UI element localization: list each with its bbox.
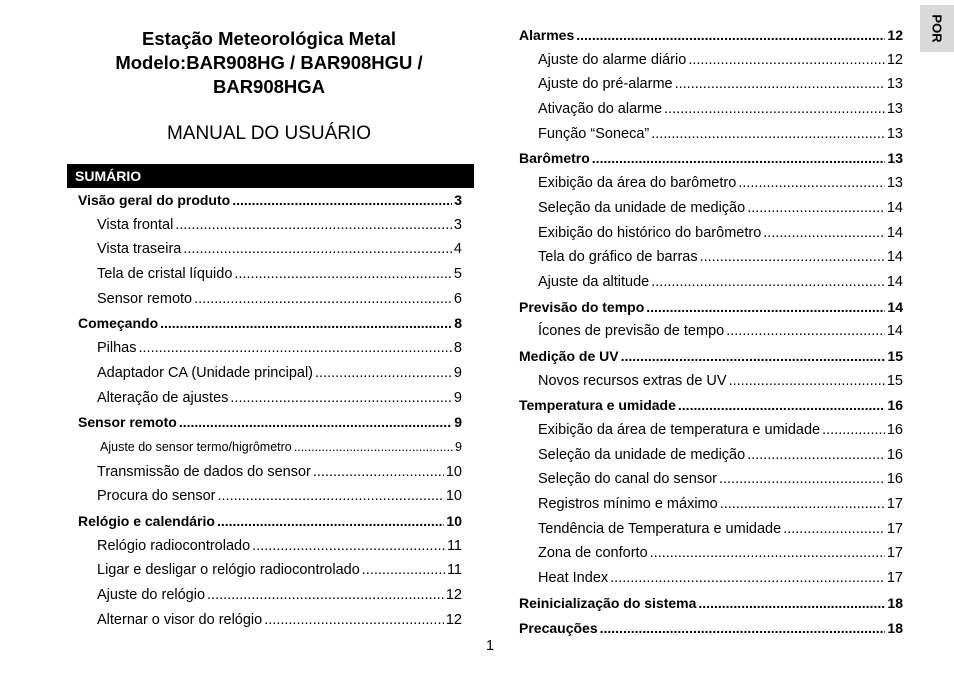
- toc-entry-label: Exibição da área do barômetro: [538, 175, 737, 192]
- toc-dot-leader: [230, 386, 452, 411]
- toc-dot-leader: [207, 583, 444, 608]
- toc-dot-leader: [726, 319, 885, 344]
- toc-entry-page: 3: [454, 192, 462, 208]
- toc-section-entry[interactable]: [519, 23, 903, 48]
- toc-entry-page: 15: [887, 347, 903, 364]
- toc-entry-label: Tela de cristal líquido: [97, 266, 233, 283]
- toc-subsection-entry[interactable]: [519, 369, 903, 394]
- toc-left-column: [78, 188, 462, 632]
- toc-entry-page: 13: [886, 175, 903, 192]
- toc-subsection-entry[interactable]: [78, 386, 462, 411]
- toc-entry-page: 17: [886, 496, 903, 513]
- toc-entry-page: 13: [887, 150, 903, 167]
- section-heading-label: SUMÁRIO: [75, 168, 142, 184]
- toc-entry-label: Alarmes: [519, 27, 575, 43]
- toc-dot-leader: [139, 336, 452, 361]
- document-subtitle: MANUAL DO USUÁRIO: [166, 123, 372, 144]
- toc-section-entry[interactable]: [519, 616, 903, 641]
- toc-entry-label: Tendência de Temperatura e umidade: [538, 520, 782, 537]
- toc-dot-leader: [217, 509, 444, 534]
- toc-dot-leader: [234, 262, 452, 287]
- toc-section-entry[interactable]: [519, 393, 903, 418]
- toc-dot-leader: [747, 443, 885, 468]
- toc-subsection-entry[interactable]: [519, 122, 903, 147]
- toc-entry-page: 9: [453, 389, 462, 406]
- toc-dot-leader: [175, 213, 452, 238]
- toc-subsection-entry[interactable]: [519, 517, 903, 542]
- toc-entry-page: 18: [887, 594, 903, 611]
- toc-section-entry[interactable]: [519, 344, 903, 369]
- toc-entry-label: Visão geral do produto: [78, 192, 231, 208]
- toc-section-entry[interactable]: [78, 410, 462, 435]
- toc-dot-leader: [217, 484, 443, 509]
- toc-entry-page: 14: [886, 199, 903, 216]
- toc-entry-label: Exibição do histórico do barômetro: [538, 224, 762, 241]
- toc-dot-leader: [646, 295, 885, 320]
- toc-entry-label: Ajuste da altitude: [538, 273, 650, 290]
- toc-entry-label: Precauções: [519, 619, 598, 636]
- toc-subsection-entry[interactable]: [78, 336, 462, 361]
- toc-entry-label: Seleção da unidade de medição: [538, 446, 746, 463]
- page-number: 1: [485, 638, 495, 654]
- toc-dot-leader: [179, 410, 452, 435]
- toc-entry-label: Ícones de previsão de tempo: [538, 323, 725, 340]
- toc-dot-leader: [621, 344, 886, 369]
- toc-entry-page: 14: [886, 323, 903, 340]
- toc-entry-label: Pilhas: [97, 340, 137, 357]
- toc-dot-leader: [700, 245, 885, 270]
- toc-right-column: [519, 23, 903, 640]
- toc-subsection-entry[interactable]: [519, 196, 903, 221]
- toc-entry-page: 17: [886, 520, 903, 537]
- toc-dot-leader: [822, 418, 885, 443]
- toc-entry-label: Transmissão de dados do sensor: [97, 463, 311, 480]
- toc-subsection-entry[interactable]: [78, 262, 462, 287]
- toc-entry-label: Tela do gráfico de barras: [538, 249, 698, 266]
- toc-entry-page: 5: [453, 266, 462, 283]
- toc-subsection-entry[interactable]: [78, 460, 462, 485]
- toc-entry-page: 14: [886, 273, 903, 290]
- toc-subsection-entry[interactable]: [78, 484, 462, 509]
- toc-subsection-entry[interactable]: [519, 245, 903, 270]
- toc-entry-label: Registros mínimo e máximo: [538, 496, 718, 513]
- toc-entry-label: Novos recursos extras de UV: [538, 372, 727, 389]
- toc-dot-leader: [664, 97, 885, 122]
- toc-entry-page: 12: [445, 611, 462, 628]
- toc-entry-label: Ajuste do alarme diário: [538, 51, 687, 68]
- language-tab-label: POR: [929, 14, 945, 43]
- toc-dot-leader: [651, 270, 885, 295]
- toc-dot-leader: [650, 541, 885, 566]
- toc-subsection-entry[interactable]: [519, 48, 903, 73]
- toc-entry-page: 12: [886, 51, 903, 68]
- toc-subsection-entry[interactable]: [519, 541, 903, 566]
- toc-dot-leader: [651, 122, 885, 147]
- document-title: [64, 27, 474, 99]
- toc-subsection-entry[interactable]: [78, 213, 462, 238]
- toc-entry-label: Procura do sensor: [97, 488, 216, 505]
- toc-dot-leader: [688, 48, 885, 73]
- toc-entry-page: 17: [886, 570, 903, 587]
- toc-entry-label: Zona de conforto: [538, 545, 648, 562]
- toc-dot-leader: [252, 534, 445, 559]
- toc-dot-leader: [783, 517, 885, 542]
- toc-subsection-entry[interactable]: [78, 237, 462, 262]
- toc-dot-leader: [576, 23, 885, 48]
- toc-entry-label: Reinicialização do sistema: [519, 594, 697, 611]
- toc-subsection-entry[interactable]: [78, 608, 462, 633]
- toc-dot-leader: [294, 435, 453, 460]
- toc-entry-label: Relógio e calendário: [78, 512, 215, 529]
- toc-entry-label: Função “Soneca”: [538, 125, 650, 142]
- toc-entry-page: 11: [446, 537, 462, 554]
- toc-subsection-entry[interactable]: [519, 72, 903, 97]
- toc-subsection-entry[interactable]: [519, 270, 903, 295]
- toc-dot-leader: [183, 237, 452, 262]
- toc-entry-label: Sensor remoto: [97, 290, 193, 307]
- toc-dot-leader: [232, 188, 452, 213]
- toc-dot-leader: [362, 558, 445, 583]
- toc-dot-leader: [729, 369, 885, 394]
- toc-entry-page: 9: [453, 364, 462, 381]
- toc-subsection-entry[interactable]: [519, 97, 903, 122]
- title-line-1: Estação Meteorológica Metal: [142, 28, 396, 49]
- toc-dot-leader: [675, 72, 885, 97]
- toc-entry-page: 8: [453, 340, 462, 357]
- toc-subsection-entry[interactable]: [78, 287, 462, 312]
- toc-entry-label: Começando: [78, 315, 159, 332]
- toc-dot-leader: [610, 566, 885, 591]
- toc-entry-page: 10: [445, 463, 462, 480]
- toc-entry-page: 13: [886, 125, 903, 142]
- language-tab: [920, 5, 954, 52]
- toc-entry-label: Ativação do alarme: [538, 101, 663, 118]
- toc-subsection-entry[interactable]: [519, 492, 903, 517]
- toc-subsection-entry[interactable]: [78, 534, 462, 559]
- toc-dot-leader: [763, 221, 885, 246]
- toc-entry-page: 13: [886, 76, 903, 93]
- toc-entry-label: Ligar e desligar o relógio radiocontrolado: [97, 562, 360, 579]
- toc-entry-label: Seleção da unidade de medição: [538, 199, 746, 216]
- toc-subsection-entry[interactable]: [519, 443, 903, 468]
- toc-entry-label: Barômetro: [519, 150, 590, 167]
- toc-subsection-entry[interactable]: [519, 418, 903, 443]
- toc-entry-page: 16: [887, 397, 903, 414]
- toc-entry-label: Exibição da área de temperatura e umidade: [538, 422, 821, 438]
- toc-entry-page: 16: [886, 471, 903, 488]
- toc-subsection-entry[interactable]: [519, 319, 903, 344]
- toc-dot-leader: [315, 361, 452, 386]
- toc-subsection-entry[interactable]: [519, 221, 903, 246]
- toc-entry-label: Adaptador CA (Unidade principal): [97, 364, 314, 381]
- toc-entry-page: 17: [886, 545, 903, 562]
- toc-entry-label: Seleção do canal do sensor: [538, 471, 717, 488]
- toc-section-entry[interactable]: [519, 295, 903, 320]
- toc-entry-label: Alternar o visor do relógio: [97, 611, 263, 628]
- toc-entry-page: 12: [445, 587, 462, 603]
- toc-entry-label: Vista traseira: [97, 241, 182, 258]
- toc-subsection-entry[interactable]: [78, 435, 462, 460]
- toc-dot-leader: [194, 287, 452, 312]
- toc-section-entry[interactable]: [519, 591, 903, 616]
- toc-subsection-entry[interactable]: [78, 583, 462, 608]
- toc-subsection-entry[interactable]: [519, 467, 903, 492]
- toc-dot-leader: [719, 467, 885, 492]
- toc-entry-page: 16: [886, 446, 903, 463]
- toc-entry-label: Ajuste do relógio: [97, 587, 206, 603]
- toc-entry-page: 9: [454, 414, 462, 431]
- toc-entry-label: Vista frontal: [97, 216, 174, 233]
- toc-subsection-entry[interactable]: [78, 558, 462, 583]
- toc-subsection-entry[interactable]: [519, 566, 903, 591]
- toc-entry-page: 15: [886, 372, 903, 389]
- toc-section-entry[interactable]: [78, 311, 462, 336]
- toc-dot-leader: [264, 608, 444, 633]
- toc-entry-page: 11: [446, 562, 462, 579]
- toc-dot-leader: [160, 311, 452, 336]
- toc-entry-label: Heat Index: [538, 570, 609, 587]
- toc-entry-page: 14: [886, 249, 903, 266]
- toc-subsection-entry[interactable]: [78, 361, 462, 386]
- toc-entry-label: Relógio radiocontrolado: [97, 537, 251, 554]
- toc-entry-label: Ajuste do pré-alarme: [538, 76, 673, 93]
- toc-entry-label: Ajuste do sensor termo/higrômetro: [100, 439, 292, 454]
- toc-entry-page: 10: [445, 488, 462, 505]
- title-line-3: BAR908HGA: [212, 76, 326, 97]
- toc-dot-leader: [592, 146, 886, 171]
- toc-dot-leader: [747, 196, 885, 221]
- toc-dot-leader: [720, 492, 885, 517]
- toc-section-entry[interactable]: [519, 146, 903, 171]
- toc-entry-page: 3: [453, 216, 462, 233]
- title-line-2: Modelo:BAR908HG / BAR908HGU /: [115, 52, 423, 73]
- toc-dot-leader: [600, 616, 886, 641]
- toc-entry-page: 6: [453, 290, 462, 307]
- toc-entry-label: Sensor remoto: [78, 414, 177, 431]
- toc-dot-leader: [698, 591, 885, 616]
- toc-entry-page: 18: [887, 619, 903, 636]
- toc-subsection-entry[interactable]: [519, 171, 903, 196]
- toc-dot-leader: [738, 171, 885, 196]
- toc-entry-label: Medição de UV: [519, 347, 619, 364]
- toc-entry-label: Alteração de ajustes: [97, 389, 229, 406]
- toc-entry-label: Previsão do tempo: [519, 298, 645, 315]
- toc-entry-page: 9: [455, 439, 462, 454]
- toc-section-entry[interactable]: [78, 509, 462, 534]
- toc-entry-page: 16: [886, 422, 903, 438]
- toc-entry-page: 4: [453, 241, 462, 258]
- toc-entry-page: 14: [886, 224, 903, 241]
- toc-dot-leader: [678, 393, 886, 418]
- toc-dot-leader: [313, 460, 444, 485]
- toc-entry-page: 10: [446, 512, 462, 529]
- toc-entry-label: Temperatura e umidade: [519, 397, 676, 414]
- toc-entry-page: 14: [887, 298, 903, 315]
- toc-entry-page: 13: [886, 101, 903, 118]
- toc-section-entry[interactable]: [78, 188, 462, 213]
- toc-entry-page: 8: [454, 315, 462, 332]
- section-heading-bar: [67, 164, 474, 188]
- toc-entry-page: 12: [887, 27, 903, 43]
